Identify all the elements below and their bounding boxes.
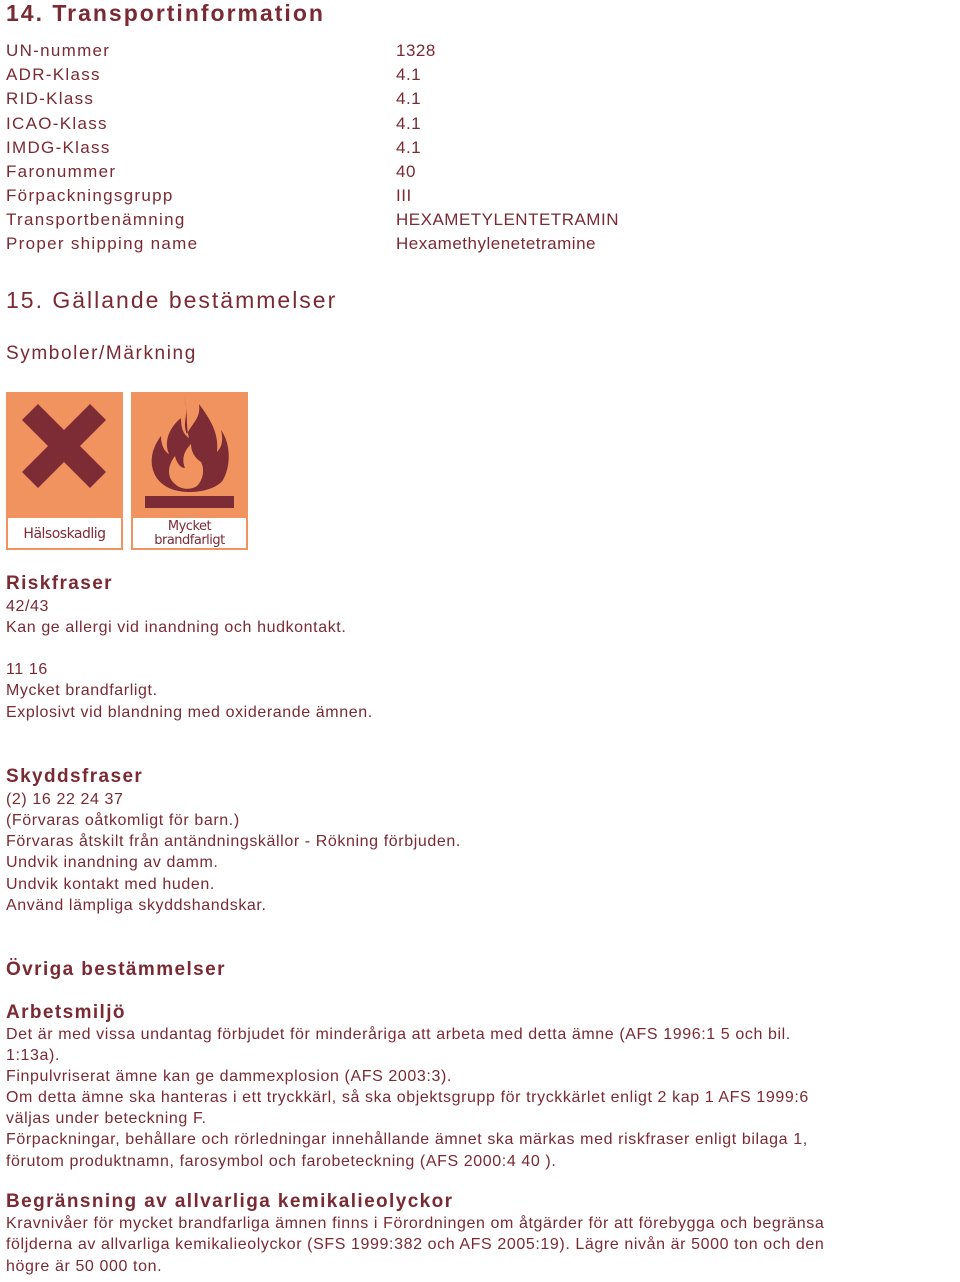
work-line: Det är med vissa undantag förbjudet för minderåriga att arbeta med detta ämne (AFS 1996:1 5 och bil. bbox=[6, 1026, 791, 1043]
row-label: IMDG-Klass bbox=[6, 138, 111, 157]
risk-line: 11 16 bbox=[6, 661, 48, 678]
row-value: HEXAMETYLENTETRAMIN bbox=[396, 210, 619, 229]
flame-icon bbox=[131, 392, 248, 550]
risk-line: Explosivt vid blandning med oxiderande ämnen. bbox=[6, 704, 373, 721]
risk-line: Kan ge allergi vid inandning och hudkontakt. bbox=[6, 619, 347, 636]
safety-line: Använd lämpliga skyddshandskar. bbox=[6, 897, 267, 914]
symbols-heading: Symboler/Märkning bbox=[6, 343, 197, 364]
row-label: ADR-Klass bbox=[6, 65, 101, 84]
risk-line: Mycket brandfarligt. bbox=[6, 682, 158, 699]
risk-heading: Riskfraser bbox=[6, 573, 113, 594]
limit-line: Kravnivåer för mycket brandfarliga ämnen finns i Förordningen om åtgärder för att förebygga och begränsa bbox=[6, 1215, 825, 1232]
row-label: Transportbenämning bbox=[6, 210, 186, 229]
row-label: Förpackningsgrupp bbox=[6, 186, 174, 205]
safety-line: Förvaras åtskilt från antändningskällor - Rökning förbjuden. bbox=[6, 833, 461, 850]
work-line: väljas under beteckning F. bbox=[6, 1110, 207, 1127]
section-15-title: 15. Gällande bestämmelser bbox=[6, 287, 338, 313]
row-value: 40 bbox=[396, 162, 416, 181]
safety-heading: Skyddsfraser bbox=[6, 766, 144, 787]
hazard-symbol-harmful bbox=[6, 392, 123, 550]
work-line: Finpulvriserat ämne kan ge dammexplosion (AFS 2003:3). bbox=[6, 1068, 452, 1085]
harmful-x-icon bbox=[6, 392, 123, 550]
work-line: Om detta ämne ska hanteras i ett tryckkärl, så ska objektsgrupp för tryckkärlet enligt 2 kap 1 AFS 1999:6 bbox=[6, 1089, 809, 1106]
row-value: 4.1 bbox=[396, 65, 422, 84]
row-value: 4.1 bbox=[396, 138, 422, 157]
work-line: Förpackningar, behållare och rörledningar innehållande ämnet ska märkas med riskfraser enligt bilaga 1, bbox=[6, 1131, 808, 1148]
work-line: förutom produktnamn, farosymbol och farobeteckning (AFS 2000:4 40 ). bbox=[6, 1153, 557, 1170]
work-line: 1:13a). bbox=[6, 1047, 61, 1064]
row-label: ICAO-Klass bbox=[6, 114, 108, 133]
row-label: Proper shipping name bbox=[6, 234, 199, 253]
limit-line: högre är 50 000 ton. bbox=[6, 1258, 163, 1275]
safety-line: Undvik kontakt med huden. bbox=[6, 876, 215, 893]
row-value: 4.1 bbox=[396, 114, 422, 133]
row-value: 1328 bbox=[396, 41, 436, 60]
symbol-label-line2: brandfarligt bbox=[154, 533, 225, 548]
safety-line: Undvik inandning av damm. bbox=[6, 854, 219, 871]
risk-line: 42/43 bbox=[6, 598, 50, 615]
row-label: RID-Klass bbox=[6, 89, 95, 108]
symbol-label-line1: Mycket bbox=[167, 519, 212, 534]
other-heading: Övriga bestämmelser bbox=[6, 959, 226, 980]
row-label: UN-nummer bbox=[6, 41, 111, 60]
section-14-title: 14. Transportinformation bbox=[6, 0, 325, 26]
row-value: 4.1 bbox=[396, 89, 422, 108]
safety-line: (Förvaras oåtkomligt för barn.) bbox=[6, 812, 240, 829]
safety-line: (2) 16 22 24 37 bbox=[6, 791, 124, 808]
symbol-label: Hälsoskadlig bbox=[23, 526, 106, 542]
limit-line: följderna av allvarliga kemikalieolyckor (SFS 1999:382 och AFS 2005:19). Lägre nivån är 5000 ton och den bbox=[6, 1236, 825, 1253]
work-heading: Arbetsmiljö bbox=[6, 1002, 126, 1023]
row-label: Faronummer bbox=[6, 162, 117, 181]
row-value: III bbox=[396, 186, 412, 205]
row-value: Hexamethylenetetramine bbox=[396, 234, 596, 253]
hazard-symbol-flammable bbox=[131, 392, 248, 550]
limit-heading: Begränsning av allvarliga kemikalieolyckor bbox=[6, 1191, 454, 1212]
